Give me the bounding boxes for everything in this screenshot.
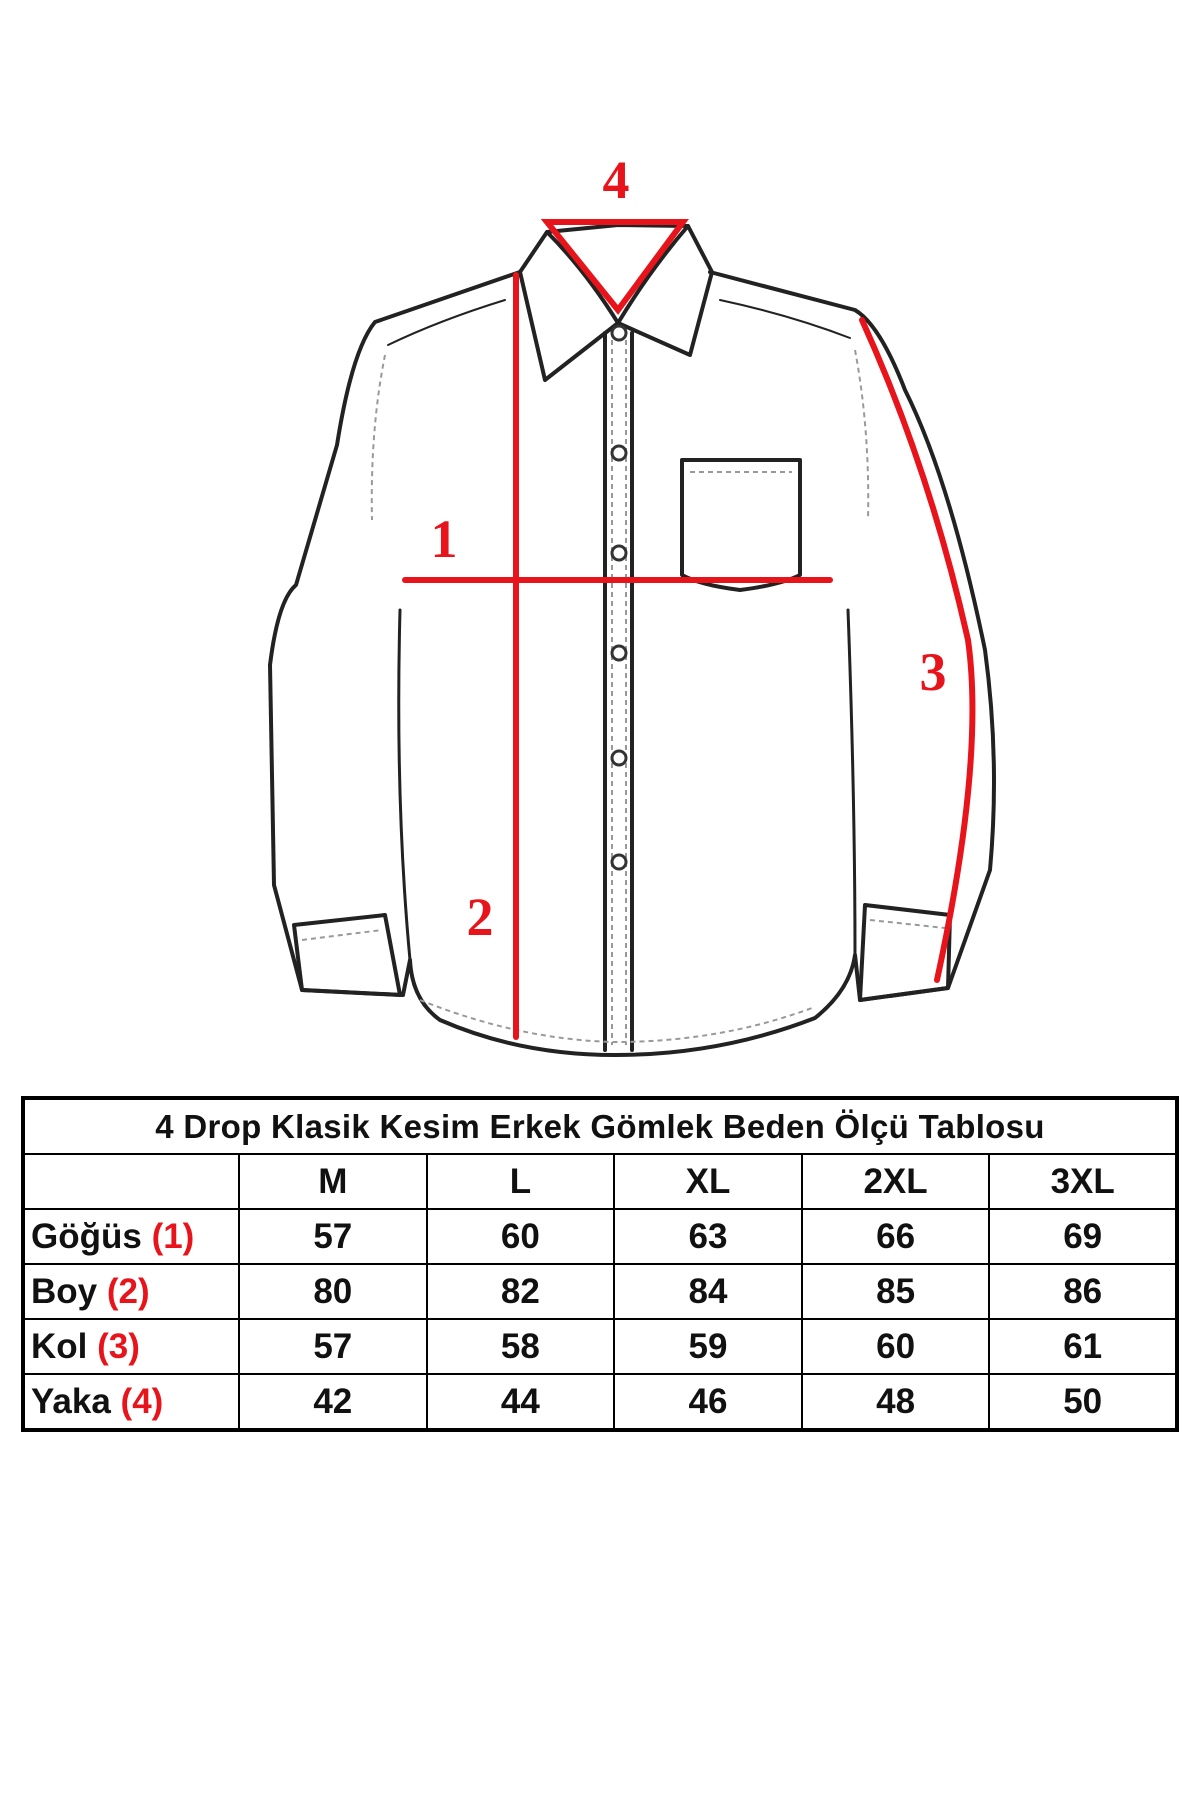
- button-icon: [612, 326, 626, 340]
- yoke-seam-right: [720, 300, 850, 338]
- table-row: [23, 1209, 1177, 1264]
- table-cell: 59: [614, 1319, 802, 1374]
- size-header: L: [427, 1154, 615, 1209]
- row-label-text: Göğüs: [31, 1217, 142, 1256]
- row-ref: (1): [151, 1217, 195, 1256]
- placket-outline: [605, 333, 632, 1050]
- collar-measure-line: [547, 222, 683, 310]
- table-cell: 82: [427, 1264, 615, 1319]
- button-icon: [612, 446, 626, 460]
- pocket-outline: [682, 460, 800, 590]
- collar-label: 4: [602, 150, 630, 210]
- shirt-drawing: [270, 225, 994, 1055]
- row-ref: (2): [106, 1272, 150, 1311]
- table-cell: 44: [427, 1374, 615, 1430]
- table-cell: 84: [614, 1264, 802, 1319]
- table-cell: 86: [989, 1264, 1177, 1319]
- table-cell: 66: [802, 1209, 990, 1264]
- row-label: [23, 1374, 239, 1430]
- row-label-text: Yaka: [31, 1382, 111, 1421]
- row-label: [23, 1209, 239, 1264]
- right-cuff: [860, 905, 950, 1000]
- table-cell: 60: [427, 1209, 615, 1264]
- table-cell: 50: [989, 1374, 1177, 1430]
- sleeve-label: 3: [919, 642, 947, 702]
- size-header: XL: [614, 1154, 802, 1209]
- table-cell: 57: [239, 1209, 427, 1264]
- size-header: 2XL: [802, 1154, 990, 1209]
- table-cell: 61: [989, 1319, 1177, 1374]
- header-empty-cell: [23, 1154, 239, 1209]
- table-cell: 69: [989, 1209, 1177, 1264]
- buttons: [612, 326, 626, 869]
- length-label: 2: [466, 887, 494, 947]
- table-row: [23, 1264, 1177, 1319]
- table-title: 4 Drop Klasik Kesim Erkek Gömlek Beden Ölçü Tablosu: [23, 1098, 1177, 1154]
- chest-label: 1: [430, 509, 458, 569]
- table-row: [23, 1319, 1177, 1374]
- size-header: 3XL: [989, 1154, 1177, 1209]
- size-chart-table: [21, 1096, 1179, 1432]
- side-seam-right: [848, 610, 855, 955]
- collar-outline: [520, 225, 712, 380]
- table-header-row: [23, 1154, 1177, 1209]
- row-label-text: Kol: [31, 1327, 88, 1366]
- table-cell: 57: [239, 1319, 427, 1374]
- table-row: [23, 1374, 1177, 1430]
- button-icon: [612, 546, 626, 560]
- table-cell: 46: [614, 1374, 802, 1430]
- table-title-row: [23, 1098, 1177, 1154]
- yoke-seam-left: [388, 300, 505, 345]
- button-icon: [612, 751, 626, 765]
- row-label: [23, 1319, 239, 1374]
- row-ref: (3): [97, 1327, 140, 1366]
- row-label: [23, 1264, 239, 1319]
- button-icon: [612, 646, 626, 660]
- size-header: M: [239, 1154, 427, 1209]
- table-cell: 80: [239, 1264, 427, 1319]
- button-icon: [612, 855, 626, 869]
- side-seam-left: [399, 610, 410, 960]
- table-cell: 58: [427, 1319, 615, 1374]
- table-cell: 48: [802, 1374, 990, 1430]
- table-cell: 63: [614, 1209, 802, 1264]
- row-label-text: Boy: [31, 1272, 98, 1311]
- table-cell: 42: [239, 1374, 427, 1430]
- table-cell: 60: [802, 1319, 990, 1374]
- table-cell: 85: [802, 1264, 990, 1319]
- row-ref: (4): [120, 1382, 164, 1421]
- left-cuff: [294, 915, 400, 995]
